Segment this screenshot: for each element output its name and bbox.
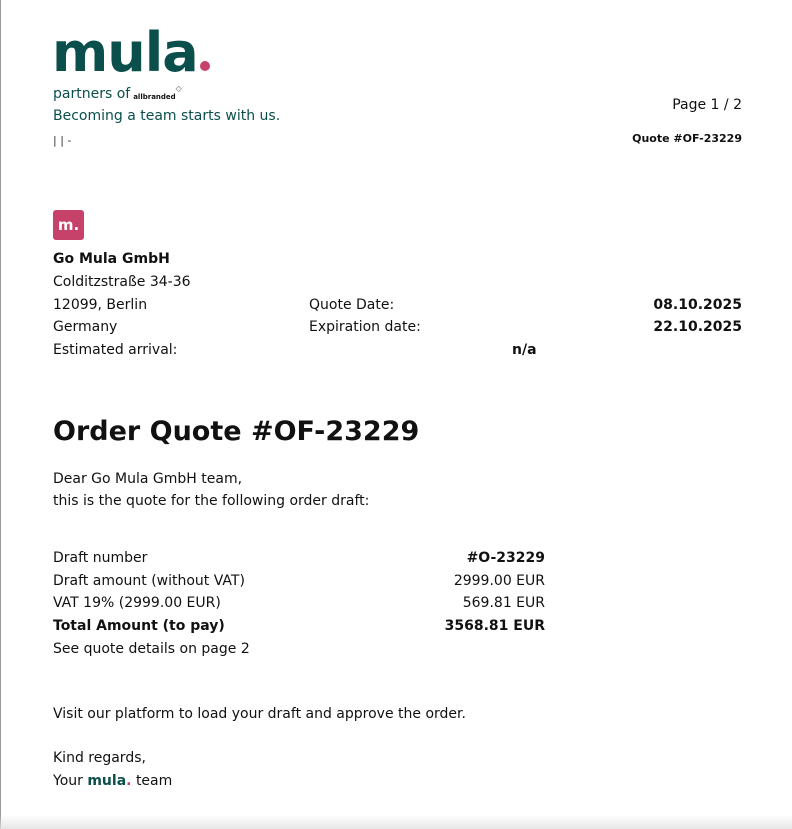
expiration-date-value: 22.10.2025 xyxy=(653,319,742,335)
partners-line xyxy=(53,86,182,102)
mula-logo xyxy=(52,22,210,84)
draft-amount-value: 2999.00 EUR xyxy=(453,573,545,589)
header-separator: | | - xyxy=(53,134,72,147)
partner-brand: allbranded xyxy=(133,93,176,101)
draft-number-label: Draft number xyxy=(53,550,148,566)
platform-instruction: Visit our platform to load your draft and approve the order. xyxy=(53,706,466,722)
logo-dot-icon xyxy=(200,61,210,71)
page-number: Page 1 / 2 xyxy=(672,97,742,113)
closing-signature xyxy=(53,772,172,790)
draft-number-value: #O-23229 xyxy=(466,550,545,566)
partners-text: partners of xyxy=(53,86,131,102)
signature-brand xyxy=(87,773,131,789)
expiration-date-label: Expiration date: xyxy=(309,319,421,335)
signature-suffix: team xyxy=(135,773,173,789)
quote-reference: Quote #OF-23229 xyxy=(632,132,742,145)
diamond-icon: ◇ xyxy=(175,84,182,93)
total-amount-value: 3568.81 EUR xyxy=(444,618,545,634)
estimated-arrival-label: Estimated arrival: xyxy=(53,342,178,358)
slogan: Becoming a team starts with us. xyxy=(53,108,281,124)
signature-brand-dot: . xyxy=(126,773,132,789)
draft-amount-label: Draft amount (without VAT) xyxy=(53,573,245,589)
estimated-arrival-value: n/a xyxy=(512,342,537,358)
company-city: 12099, Berlin xyxy=(53,297,148,313)
company-name: Go Mula GmbH xyxy=(53,251,170,267)
quote-date-label: Quote Date: xyxy=(309,297,395,313)
page-edge xyxy=(0,0,1,829)
quote-date-value: 08.10.2025 xyxy=(653,297,742,313)
page-title: Order Quote #OF-23229 xyxy=(53,416,420,447)
mula-badge-icon xyxy=(53,210,84,240)
badge-letter: m. xyxy=(57,216,80,234)
total-amount-label: Total Amount (to pay) xyxy=(53,618,225,634)
signature-brand-word: mula xyxy=(87,773,127,789)
vat-label: VAT 19% (2999.00 EUR) xyxy=(53,595,221,611)
vat-value: 569.81 EUR xyxy=(462,595,545,611)
company-country: Germany xyxy=(53,319,118,335)
logo-text: mula xyxy=(52,21,198,84)
company-street: Colditzstraße 34-36 xyxy=(53,274,191,290)
signature-prefix: Your xyxy=(53,773,83,789)
quote-details-note: See quote details on page 2 xyxy=(53,641,250,657)
closing-regards: Kind regards, xyxy=(53,750,146,766)
greeting-line-2: this is the quote for the following order draft: xyxy=(53,493,370,509)
page-bottom-shadow xyxy=(0,815,792,829)
greeting-line-1: Dear Go Mula GmbH team, xyxy=(53,471,243,487)
